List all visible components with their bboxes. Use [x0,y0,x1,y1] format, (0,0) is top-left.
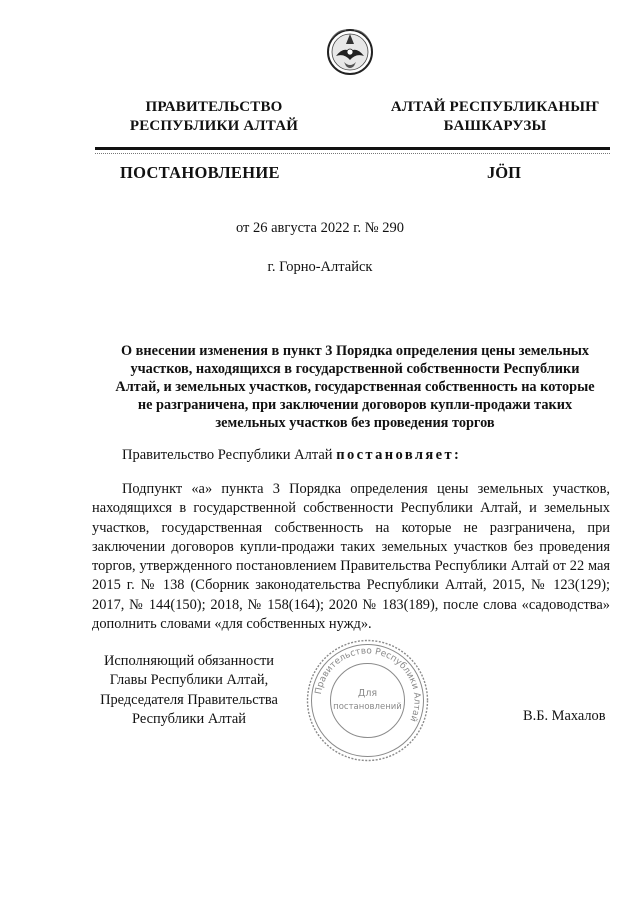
title-line: Алтай, и земельных участков, государственная собственность на которые [115,379,595,395]
decree-statement [122,447,461,464]
header-left-org-name [100,98,328,136]
header-right-line2: БАШКАРУЗЫ [443,118,547,134]
stamp-center-line2: постановлений [333,702,402,712]
header-divider [95,147,610,150]
signatory-line: Главы Республики Алтай, [109,672,269,689]
title-line: земельных участков без проведения торгов [215,415,495,431]
signatory-line: Республики Алтай [132,710,246,727]
stamp-ring-text: Правительство Республики Алтай [313,646,422,724]
signatory-line: Председателя Правительства [100,691,278,708]
header-right-line1: АЛТАЙ РЕСПУБЛИКАНЫҤ [390,99,600,115]
altai-republic-emblem-icon [326,22,374,82]
header-dotted-divider [95,153,610,154]
title-line: не разграничена, при заключении договоров купли-продажи таких [137,397,573,413]
document-title [100,342,610,432]
header-left-line1: ПРАВИТЕЛЬСТВО [145,99,283,115]
header-left-line2: РЕСПУБЛИКИ АЛТАЙ [129,118,299,134]
signatory-name: В.Б. Махалов [523,708,606,724]
title-line: О внесении изменения в пункт 3 Порядка определения цены земельных [120,343,590,359]
document-city: г. Горно-Алтайск [267,259,373,275]
decree-verb: постановляет: [336,447,462,463]
official-seal-stamp [305,638,430,763]
title-line: участков, находящихся в государственной собственности Республики [130,361,580,377]
header-right-org-name [380,98,610,136]
stamp-center-line1: Для [357,688,378,699]
doc-type-title: ПОСТАНОВЛЕНИЕ [120,163,280,182]
signatory-line: Исполняющий обязанности [103,653,274,669]
document-date-number: от 26 августа 2022 г. № 290 [235,220,405,236]
document-body-paragraph: Подпункт «а» пункта 3 Порядка определения цены земельных участков, находящихся в государственной собственности Республики Алтай, и земельных участков, государственная собственность на которые не разграничена, при заключении договоров купли-продажи таких земельных участков без проведения торгов, утвержденного постановлением Правительства Республики Алтай от 22 мая 2015 г. № 138 (Сборник законодательства Республики Алтай, 2015, № 123(129); 2017, № 144(150); 2018, № 158(164); 2020 № 183(189), после слова «садоводства» дополнить словами «для собственных нужд». [92,481,610,633]
decree-prefix: Правительство Республики Алтай [122,447,337,463]
doc-type-title-altai: JӦП [487,163,521,182]
signatory-position [84,652,294,729]
